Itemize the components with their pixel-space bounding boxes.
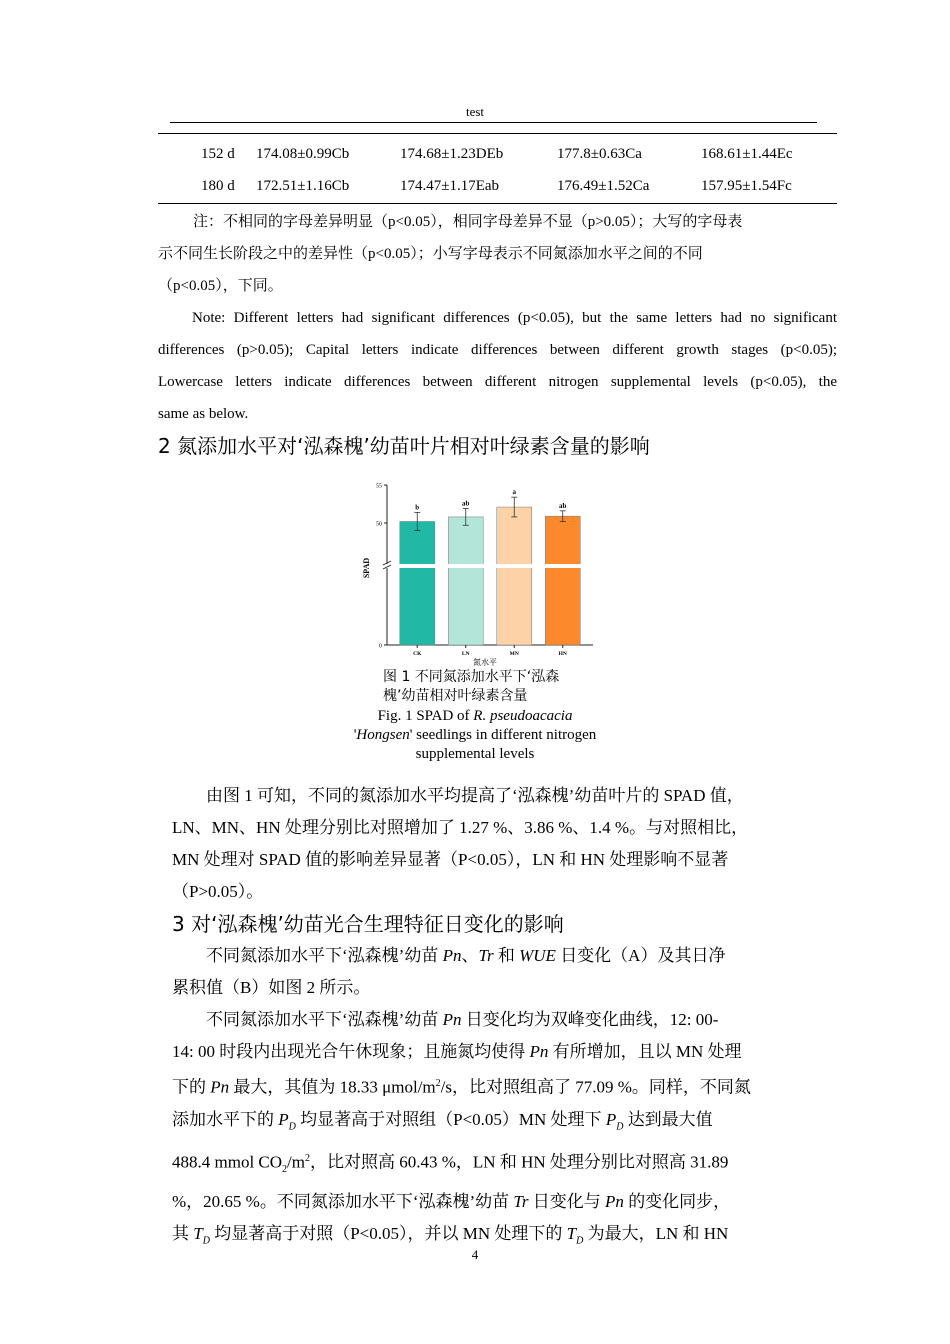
cell-stage: 152 d [201,146,235,162]
table-note-chinese [158,206,837,302]
y-tick-label: 55 [376,483,382,490]
section-heading: 2 氮添加水平对‘泓森槐’幼苗叶片相对叶绿素含量的影响 [158,434,650,458]
x-tick-label: HN [558,651,567,657]
cell-ck: 172.51±1.16Cb [256,178,350,194]
var-td: T [566,1224,577,1244]
y-tick-label: 0 [379,643,382,650]
significance-letter: ab [559,501,567,510]
var-td-subscript: D [202,1235,210,1247]
text: 为最大，LN 和 HN [583,1224,729,1244]
caption-en-text: ' seedlings in different nitrogen [409,727,597,743]
var-pn: Pn [605,1192,624,1212]
var-td-subscript: D [576,1235,584,1247]
text: 日变化均为双峰变化曲线，12: 00- [461,1010,719,1029]
note-en-line: same as below. [158,406,249,422]
subscript: 2 [282,1164,288,1176]
paragraph-line: 由图 1 可知，不同的氮添加水平均提高了‘泓森槐’幼苗叶片的 SPAD 值， [206,786,744,805]
paragraph-line: （P>0.05）。 [172,882,264,901]
x-tick-label: LN [461,651,470,657]
var-pn: Pn [442,1010,462,1029]
caption-en-species: R. pseudoacacia [473,708,573,724]
var-td: T [193,1224,203,1244]
significance-letter: b [415,503,420,512]
text: 达到最大值 [623,1109,713,1129]
significance-letter: a [512,488,516,497]
paragraph [172,940,817,1004]
superscript: 2 [435,1078,441,1089]
note-en-line: Note: Different letters had significant differences (p<0.05), but the same letters had no significant [192,310,837,326]
page-number: 4 [471,1247,479,1262]
header-rule [170,122,817,123]
text: 其 [172,1224,194,1244]
text: 不同氮添加水平下‘泓森槐’幼苗 [206,946,443,965]
caption-en-cultivar: Hongsen [356,727,410,743]
text: 日变化（A）及其日净 [555,946,726,965]
cell-hn: 157.95±1.54Fc [701,178,792,194]
text: /s，比对照组高了 77.09 %。同样，不同氮 [440,1077,751,1097]
table-note-english [158,302,837,430]
text: 、 [461,946,479,965]
x-tick-label: CK [413,651,422,657]
cell-stage: 180 d [201,178,235,194]
text: 最大，其值为 18.33 μmol/m [229,1077,436,1097]
caption-zh-line: 槐’幼苗相对叶绿素含量 [383,688,528,704]
text: 不同氮添加水平下‘泓森槐’幼苗 [206,1010,443,1029]
axis-break-band [383,564,595,568]
var-pd-subscript: D [288,1121,296,1133]
paragraph [172,780,817,908]
text: 的变化同步， [623,1192,731,1212]
superscript: 2 [305,1153,310,1165]
bar-mn [497,507,532,645]
text: 14: 00 时段内出现光合午休现象；且施氮均使得 [172,1042,530,1061]
bar-ck [400,521,435,645]
text: 日变化与 [528,1192,606,1212]
caption-en-text: ' [353,727,357,743]
significance-letter: ab [462,499,470,508]
y-axis-label: SPAD [362,557,371,579]
var-pd-subscript: D [616,1121,624,1133]
caption-zh-line: 图 1 不同氮添加水平下‘泓森 [383,669,560,685]
y-tick-label: 50 [376,521,382,528]
var-pn: Pn [210,1077,230,1097]
cell-mn: 177.8±0.63Ca [557,146,642,162]
x-axis-label: 氮水平 [473,658,497,667]
x-tick-label: MN [509,651,519,657]
paragraph-line: MN 处理对 SPAD 值的影响差异显著（P<0.05），LN 和 HN 处理影响不显著 [172,850,729,869]
var-pd: P [278,1109,289,1129]
var-tr: Tr [513,1192,529,1212]
var-wue: WUE [519,946,556,965]
caption-en-text: Fig. 1 SPAD of [377,708,474,724]
note-en-line: differences (p>0.05); Capital letters indicate differences between different growth stages (p<0.05); [158,342,837,358]
table-top-rule [158,133,837,134]
paragraph-line: LN、MN、HN 处理分别比对照增加了 1.27 %、3.86 %、1.4 %。与对照相比， [172,818,749,837]
text: 488.4 mmol CO [172,1152,283,1172]
text: 和 [493,946,520,965]
var-pn: Pn [529,1042,549,1061]
text: 均显著高于对照组（P<0.05）MN 处理下 [295,1109,606,1129]
cell-mn: 176.49±1.52Ca [557,178,650,194]
table-bottom-rule [158,203,837,204]
paragraph-line: 累积值（B）如图 2 所示。 [172,978,371,997]
running-header: test [465,104,485,119]
var-pd: P [605,1109,617,1129]
note-zh-line: 示不同生长阶段之中的差异性（p<0.05）；小写字母表示不同氮添加水平之间的不同 [158,246,703,262]
text: 有所增加，且以 MN 处理 [548,1042,742,1061]
text: 添加水平下的 [172,1109,279,1129]
cell-ck: 174.08±0.99Cb [256,146,350,162]
spad-bar-chart [355,478,605,668]
note-zh-line: （p<0.05），下同。 [158,278,283,294]
cell-ln: 174.47±1.17Eab [400,178,500,194]
text: %，20.65 %。不同氮添加水平下‘泓森槐’幼苗 [172,1192,514,1212]
figure-caption-chinese [383,668,559,706]
note-en-line: Lowercase letters indicate differences between different nitrogen supplemental levels (p<0.05), the [158,374,837,390]
figure-caption-english [315,707,635,764]
text: ，比对照高 60.43 %，LN 和 HN 处理分别比对照高 31.89 [310,1152,729,1172]
note-zh-line: 注：不相同的字母差异明显（p<0.05），相同字母差异不显（p>0.05）；大写的字母表 [193,214,743,230]
text: /m [287,1152,305,1172]
bar-ln [448,517,483,645]
cell-hn: 168.61±1.44Ec [701,146,793,162]
text: 下的 [172,1077,211,1097]
text: 均显著高于对照（P<0.05），并以 MN 处理下的 [209,1224,567,1244]
var-pn: Pn [442,946,462,965]
cell-ln: 174.68±1.23DEb [400,146,504,162]
bar-hn [545,516,580,645]
caption-en-text: supplemental levels [415,746,535,762]
paragraph [172,1004,817,1257]
section-heading: 3 对‘泓森槐’幼苗光合生理特征日变化的影响 [172,912,564,936]
var-tr: Tr [478,946,494,965]
